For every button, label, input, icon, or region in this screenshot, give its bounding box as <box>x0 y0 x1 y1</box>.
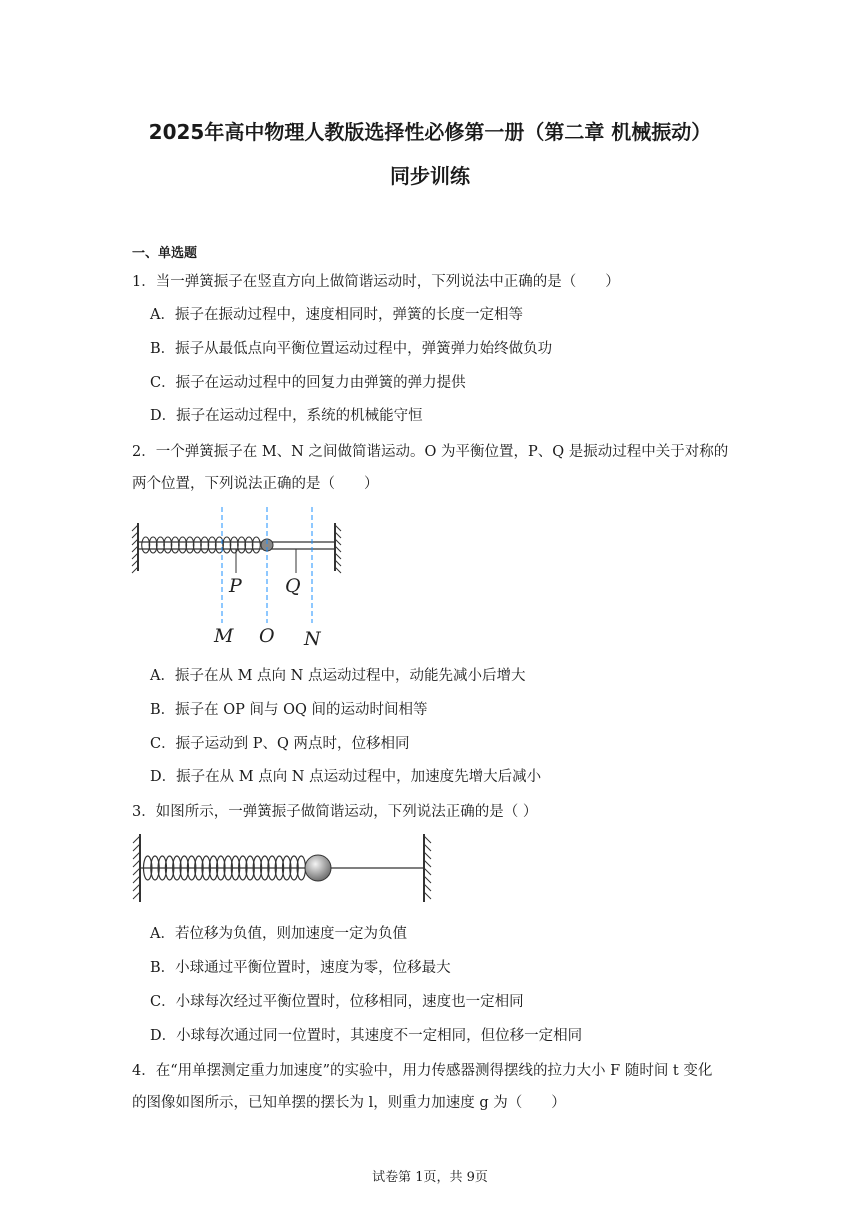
spring-coil <box>230 537 238 553</box>
label-m: M <box>214 625 234 647</box>
option-b: B．振子从最低点向平衡位置运动过程中，弹簧弹力始终做负功 <box>150 341 553 357</box>
document-title-line-1: 2025年高中物理人教版选择性必修第一册（第二章 机械振动） <box>148 120 712 144</box>
option-b: B．振子在 OP 间与 OQ 间的运动时间相等 <box>150 702 428 718</box>
question-stem-line-2: 的图像如图所示，已知单摆的摆长为 l，则重力加速度 g 为（ ） <box>132 1095 566 1111</box>
document-title-line-2: 同步训练 <box>390 164 470 188</box>
option-a: A．振子在从 M 点向 N 点运动过程中，动能先减小后增大 <box>150 668 526 684</box>
spring-coil <box>201 537 209 553</box>
question-stem-line-1: 2．一个弹簧振子在 M、N 之间做简谐运动。O 为平衡位置，P、Q 是振动过程中关于对称的 <box>132 444 729 460</box>
option-d: D．小球每次通过同一位置时，其速度不一定相同，但位移一定相同 <box>150 1028 583 1044</box>
question-stem: 1．当一弹簧振子在竖直方向上做简谐运动时，下列说法中正确的是（ ） <box>132 274 620 290</box>
horizontal-spring-figure <box>128 828 438 908</box>
option-a: A．振子在振动过程中，速度相同时，弹簧的长度一定相等 <box>150 307 523 323</box>
spring-coil <box>252 537 260 553</box>
spring-coil <box>223 537 231 553</box>
option-c: C．振子运动到 P、Q 两点时，位移相同 <box>150 736 410 752</box>
label-p: P <box>229 575 242 597</box>
question-stem-line-2: 两个位置，下列说法正确的是（ ） <box>132 476 379 492</box>
page-footer: 试卷第 1页，共 9页 <box>372 1170 488 1185</box>
spring-oscillator-figure <box>128 505 358 650</box>
label-q: Q <box>285 575 301 597</box>
option-c: C．振子在运动过程中的回复力由弹簧的弹力提供 <box>150 375 466 391</box>
question-stem: 3．如图所示，一弹簧振子做简谐运动，下列说法正确的是（ ） <box>132 804 538 820</box>
section-heading: 一、单选题 <box>132 246 198 261</box>
question-stem-line-1: 4．在“用单摆测定重力加速度”的实验中，用力传感器测得摆线的拉力大小 F 随时间 t 变化 <box>132 1063 713 1079</box>
spring-coil <box>142 537 150 553</box>
option-c: C．小球每次经过平衡位置时，位移相同，速度也一定相同 <box>150 994 524 1010</box>
option-b: B．小球通过平衡位置时，速度为零，位移最大 <box>150 960 451 976</box>
spring-coil <box>171 537 179 553</box>
option-d: D．振子在运动过程中，系统的机械能守恒 <box>150 408 423 424</box>
spring-coil <box>193 537 201 553</box>
option-d: D．振子在从 M 点向 N 点运动过程中，加速度先增大后减小 <box>150 769 542 785</box>
spring-coil <box>164 537 172 553</box>
option-a: A．若位移为负值，则加速度一定为负值 <box>150 926 407 942</box>
label-n: N <box>304 628 321 650</box>
label-o: O <box>259 625 275 647</box>
